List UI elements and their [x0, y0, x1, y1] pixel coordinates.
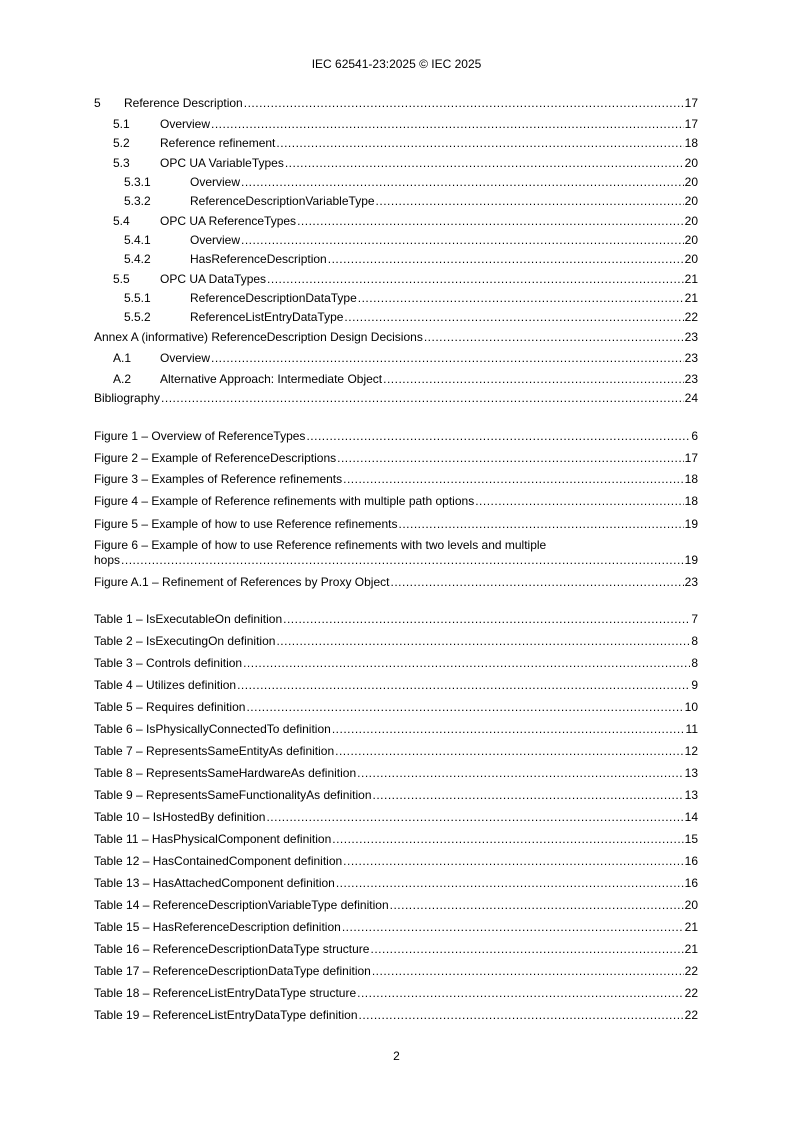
toc-number: A.1: [113, 351, 132, 365]
table-page: 21: [684, 920, 698, 934]
toc-entry[interactable]: [94, 271, 698, 287]
dot-leader: [244, 95, 684, 111]
table-entry[interactable]: [94, 699, 698, 715]
table-entry[interactable]: [94, 655, 698, 671]
table-entry[interactable]: [94, 677, 698, 693]
table-page: 22: [684, 1008, 698, 1022]
table-title: Table 9 – RepresentsSameFunctionalityAs definition: [94, 788, 372, 802]
toc-number: 5.3.1: [124, 175, 151, 189]
table-entry[interactable]: [94, 787, 698, 803]
dot-leader: [370, 941, 683, 957]
figure-entry[interactable]: [94, 493, 698, 509]
dot-leader: [332, 721, 685, 737]
toc-title: ReferenceDescriptionDataType: [190, 291, 357, 305]
table-entry[interactable]: [94, 765, 698, 781]
table-entry[interactable]: [94, 721, 698, 737]
table-title: Table 12 – HasContainedComponent definition: [94, 854, 343, 868]
table-page: 8: [691, 634, 698, 648]
toc-title: Bibliography: [94, 391, 161, 405]
toc-title: ReferenceListEntryDataType: [190, 310, 344, 324]
toc-entry[interactable]: [94, 390, 698, 406]
table-title: Table 18 – ReferenceListEntryDataType structure: [94, 986, 357, 1000]
dot-leader: [297, 213, 684, 229]
table-title: Table 7 – RepresentsSameEntityAs definition: [94, 744, 335, 758]
table-page: 7: [691, 612, 698, 626]
toc-title: OPC UA ReferenceTypes: [160, 214, 297, 228]
figure-title-continued: hops: [94, 553, 121, 567]
dot-leader: [241, 232, 684, 248]
table-entry[interactable]: [94, 1007, 698, 1023]
toc-title: Overview: [190, 233, 241, 247]
toc-number: 5.4.2: [124, 252, 151, 266]
dot-leader: [359, 1007, 684, 1023]
dot-leader: [241, 174, 684, 190]
dot-leader: [306, 428, 690, 444]
table-title: Table 5 – Requires definition: [94, 700, 246, 714]
dot-leader: [266, 809, 683, 825]
toc-title: Overview: [160, 117, 211, 131]
toc-entry[interactable]: [94, 290, 698, 306]
toc-page: 20: [684, 252, 698, 266]
toc-page: 24: [684, 391, 698, 405]
toc-entry[interactable]: [94, 193, 698, 209]
table-title: Table 15 – HasReferenceDescription definition: [94, 920, 341, 934]
toc-page: 20: [684, 233, 698, 247]
toc-page: 23: [684, 330, 698, 344]
table-page: 10: [684, 700, 698, 714]
toc-title: HasReferenceDescription: [190, 252, 327, 266]
dot-leader: [373, 787, 684, 803]
figure-page: 19: [684, 517, 698, 531]
table-page: 8: [691, 656, 698, 670]
figure-title: Figure A.1 – Refinement of References by Proxy Object: [94, 575, 390, 589]
dot-leader: [276, 135, 683, 151]
dot-leader: [357, 985, 684, 1001]
table-title: Table 17 – ReferenceDescriptionDataType definition: [94, 964, 371, 978]
toc-page: 20: [684, 156, 698, 170]
toc-number: 5.5.1: [124, 291, 151, 305]
toc-entry[interactable]: [94, 251, 698, 267]
table-title: Table 3 – Controls definition: [94, 656, 243, 670]
table-page: 16: [684, 854, 698, 868]
dot-leader: [121, 553, 684, 568]
dot-leader: [285, 155, 684, 171]
table-page: 15: [684, 832, 698, 846]
table-entry[interactable]: [94, 633, 698, 649]
dot-leader: [343, 853, 683, 869]
table-page: 11: [685, 722, 698, 736]
toc-page: 20: [684, 194, 698, 208]
figure-entry[interactable]: [94, 450, 698, 466]
dot-leader: [343, 471, 684, 487]
figure-title: Figure 1 – Overview of ReferenceTypes: [94, 429, 306, 443]
table-page: 22: [684, 986, 698, 1000]
toc-page: 17: [684, 117, 698, 131]
table-page: 20: [684, 898, 698, 912]
toc-entry[interactable]: [94, 155, 698, 171]
toc-title: Reference refinement: [160, 136, 276, 150]
page-number: 2: [393, 1049, 400, 1063]
toc-entry[interactable]: [94, 232, 698, 248]
table-page: 22: [684, 964, 698, 978]
toc-page: 23: [684, 351, 698, 365]
dot-leader: [243, 655, 690, 671]
table-title: Table 2 – IsExecutingOn definition: [94, 634, 276, 648]
dot-leader: [276, 633, 690, 649]
table-entry[interactable]: [94, 963, 698, 979]
table-entry[interactable]: [94, 941, 698, 957]
dot-leader: [283, 611, 690, 627]
dot-leader: [390, 897, 684, 913]
figure-title: Figure 4 – Example of Reference refinements with multiple path options: [94, 494, 475, 508]
table-entry[interactable]: [94, 985, 698, 1001]
toc-entry[interactable]: [94, 95, 698, 111]
table-entry[interactable]: [94, 743, 698, 759]
figure-title: Figure 6 – Example of how to use Reference refinements with two levels and multiple: [94, 538, 547, 552]
table-title: Table 19 – ReferenceListEntryDataType definition: [94, 1008, 358, 1022]
toc-title: Annex A (informative) ReferenceDescription Design Decisions: [94, 330, 423, 344]
toc-page: 22: [684, 310, 698, 324]
toc-title: Reference Description: [124, 96, 243, 110]
table-entry[interactable]: [94, 809, 698, 825]
dot-leader: [376, 193, 684, 209]
toc-number: 5.5: [113, 272, 130, 286]
toc-title: Overview: [160, 351, 211, 365]
dot-leader: [246, 699, 683, 715]
toc-title: OPC UA DataTypes: [160, 272, 267, 286]
toc-entry[interactable]: [94, 350, 698, 366]
dot-leader: [383, 371, 684, 387]
page-header: IEC 62541-23:2025 © IEC 2025: [311, 57, 482, 71]
toc-entry[interactable]: [94, 174, 698, 190]
table-title: Table 1 – IsExecutableOn definition: [94, 612, 283, 626]
dot-leader: [328, 251, 684, 267]
toc-title: Overview: [190, 175, 241, 189]
table-title: Table 13 – HasAttachedComponent definition: [94, 876, 335, 890]
toc-title: ReferenceDescriptionVariableType: [190, 194, 375, 208]
figure-title: Figure 3 – Examples of Reference refinements: [94, 472, 343, 486]
toc-number: 5: [94, 96, 101, 110]
table-entry[interactable]: [94, 897, 698, 913]
table-page: 13: [684, 766, 698, 780]
toc-entry[interactable]: [94, 116, 698, 132]
dot-leader: [337, 450, 684, 466]
figure-title: Figure 2 – Example of ReferenceDescriptions: [94, 451, 337, 465]
toc-number: A.2: [113, 372, 132, 386]
table-page: 12: [684, 744, 698, 758]
toc-number: 5.2: [113, 136, 130, 150]
figure-entry[interactable]: [94, 516, 698, 532]
figure-entry[interactable]: [94, 471, 698, 487]
dot-leader: [344, 309, 683, 325]
dot-leader: [372, 963, 684, 979]
dot-leader: [335, 743, 684, 759]
toc-title: OPC UA VariableTypes: [160, 156, 284, 170]
figure-entry[interactable]: [94, 538, 698, 568]
table-entry[interactable]: [94, 853, 698, 869]
toc-number: 5.1: [113, 117, 130, 131]
dot-leader: [237, 677, 690, 693]
figure-page: 17: [684, 451, 698, 465]
dot-leader: [332, 831, 683, 847]
table-entry[interactable]: [94, 919, 698, 935]
toc-page: 17: [684, 96, 698, 110]
table-page: 9: [691, 678, 698, 692]
table-title: Table 16 – ReferenceDescriptionDataType structure: [94, 942, 370, 956]
toc-title: Alternative Approach: Intermediate Object: [160, 372, 383, 386]
figure-page: 18: [684, 494, 698, 508]
toc-entry[interactable]: [94, 371, 698, 387]
dot-leader: [342, 919, 684, 935]
table-title: Table 4 – Utilizes definition: [94, 678, 237, 692]
toc-page: 21: [684, 272, 698, 286]
toc-page: 23: [684, 372, 698, 386]
table-title: Table 14 – ReferenceDescriptionVariableType definition: [94, 898, 389, 912]
figure-title: Figure 5 – Example of how to use Reference refinements: [94, 517, 398, 531]
table-title: Table 11 – HasPhysicalComponent definition: [94, 832, 332, 846]
dot-leader: [161, 390, 684, 406]
figure-page: 19: [684, 553, 698, 567]
table-entry[interactable]: [94, 831, 698, 847]
table-page: 13: [684, 788, 698, 802]
figure-entry[interactable]: [94, 574, 698, 590]
toc-entry[interactable]: [94, 309, 698, 325]
toc-page: 20: [684, 175, 698, 189]
toc-page: 18: [684, 136, 698, 150]
toc-number: 5.5.2: [124, 310, 151, 324]
dot-leader: [399, 516, 684, 532]
toc-number: 5.3: [113, 156, 130, 170]
toc-number: 5.3.2: [124, 194, 151, 208]
dot-leader: [390, 574, 683, 590]
figure-page: 18: [684, 472, 698, 486]
table-entry[interactable]: [94, 611, 698, 627]
toc-entry[interactable]: [94, 135, 698, 151]
figure-page: 6: [691, 429, 698, 443]
table-title: Table 6 – IsPhysicallyConnectedTo definition: [94, 722, 331, 736]
dot-leader: [358, 290, 684, 306]
table-page: 14: [684, 810, 698, 824]
dot-leader: [211, 350, 684, 366]
dot-leader: [424, 329, 684, 345]
toc-number: 5.4: [113, 214, 130, 228]
figure-page: 23: [684, 575, 698, 589]
table-entry[interactable]: [94, 875, 698, 891]
table-title: Table 10 – IsHostedBy definition: [94, 810, 266, 824]
dot-leader: [211, 116, 684, 132]
table-page: 16: [684, 876, 698, 890]
toc-entry[interactable]: [94, 213, 698, 229]
toc-entry[interactable]: [94, 329, 698, 345]
dot-leader: [336, 875, 684, 891]
table-page: 21: [684, 942, 698, 956]
dot-leader: [475, 493, 683, 509]
toc-number: 5.4.1: [124, 233, 151, 247]
toc-page: 21: [684, 291, 698, 305]
figure-entry[interactable]: [94, 428, 698, 444]
toc-page: 20: [684, 214, 698, 228]
dot-leader: [357, 765, 683, 781]
dot-leader: [267, 271, 684, 287]
table-title: Table 8 – RepresentsSameHardwareAs definition: [94, 766, 357, 780]
